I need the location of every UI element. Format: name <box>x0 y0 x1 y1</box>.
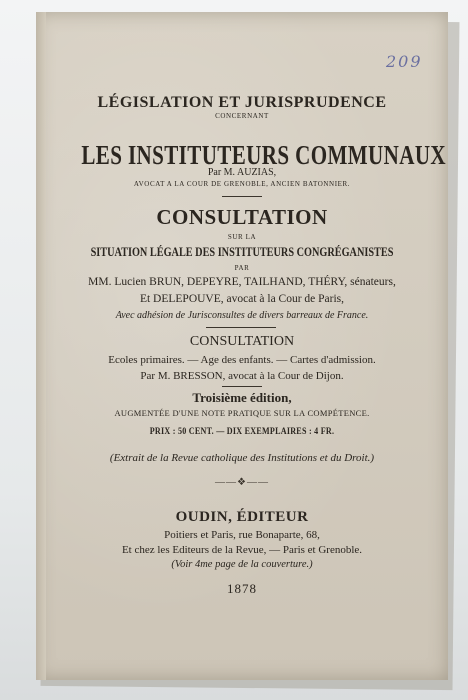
par-label: PAR <box>234 264 250 272</box>
publication-year: 1878 <box>227 581 257 596</box>
price-line: PRIX : 50 CENT. — DIX EXEMPLAIRES : 4 FR. <box>149 427 335 437</box>
handwritten-note: 209 <box>386 52 423 71</box>
divider <box>222 196 262 197</box>
publisher-name: OUDIN, ÉDITEUR <box>175 509 309 525</box>
bresson-line: Par M. BRESSON, avocat à la Cour de Dijon. <box>140 370 344 382</box>
ecoles-line: Ecoles primaires. — Age des enfants. — Cartes d'admission. <box>108 354 376 366</box>
divider <box>222 386 262 387</box>
names-line-2: Et DELEPOUVE, avocat à la Cour de Paris, <box>139 293 345 305</box>
divider <box>206 327 276 328</box>
author-description: AVOCAT A LA COUR DE GRENOBLE, ANCIEN BATONNIER. <box>133 180 351 188</box>
names-line-1: MM. Lucien BRUN, DEPEYRE, TAILHAND, THÉRY, sénateurs, <box>88 276 396 288</box>
consultation-heading: CONSULTATION <box>156 205 328 229</box>
edition-label: Troisième édition, <box>192 390 292 405</box>
publisher-address-1: Poitiers et Paris, rue Bonaparte, 68, <box>164 529 320 541</box>
adhesion-line: Avec adhésion de Jurisconsultes de divers barreaux de France. <box>115 310 369 321</box>
title-top: LÉGISLATION ET JURISPRUDENCE <box>97 94 387 111</box>
author-line: Par M. AUZIAS, <box>207 167 277 178</box>
extrait-line: (Extrait de la Revue catholique des Institutions et du Droit.) <box>109 452 375 464</box>
voir-note: (Voir 4me page de la couverture.) <box>171 559 313 570</box>
augmentee-line: AUGMENTÉE D'UNE NOTE PRATIQUE SUR LA COMPÉTENCE. <box>114 408 370 418</box>
consultation-2-heading: CONSULTATION <box>189 334 295 349</box>
ornament-divider: ——❖—— <box>215 477 269 488</box>
publisher-address-2: Et chez les Editeurs de la Revue, — Paris et Grenoble. <box>121 544 363 556</box>
sur-la-label: SUR LA <box>227 233 257 241</box>
situation-line: SITUATION LÉGALE DES INSTITUTEURS CONGRÉGANISTES <box>90 245 394 259</box>
concernant-label: CONCERNANT <box>215 112 269 120</box>
book-cover <box>36 12 448 680</box>
main-title: LES INSTITUTEURS COMMUNAUX <box>81 140 447 170</box>
